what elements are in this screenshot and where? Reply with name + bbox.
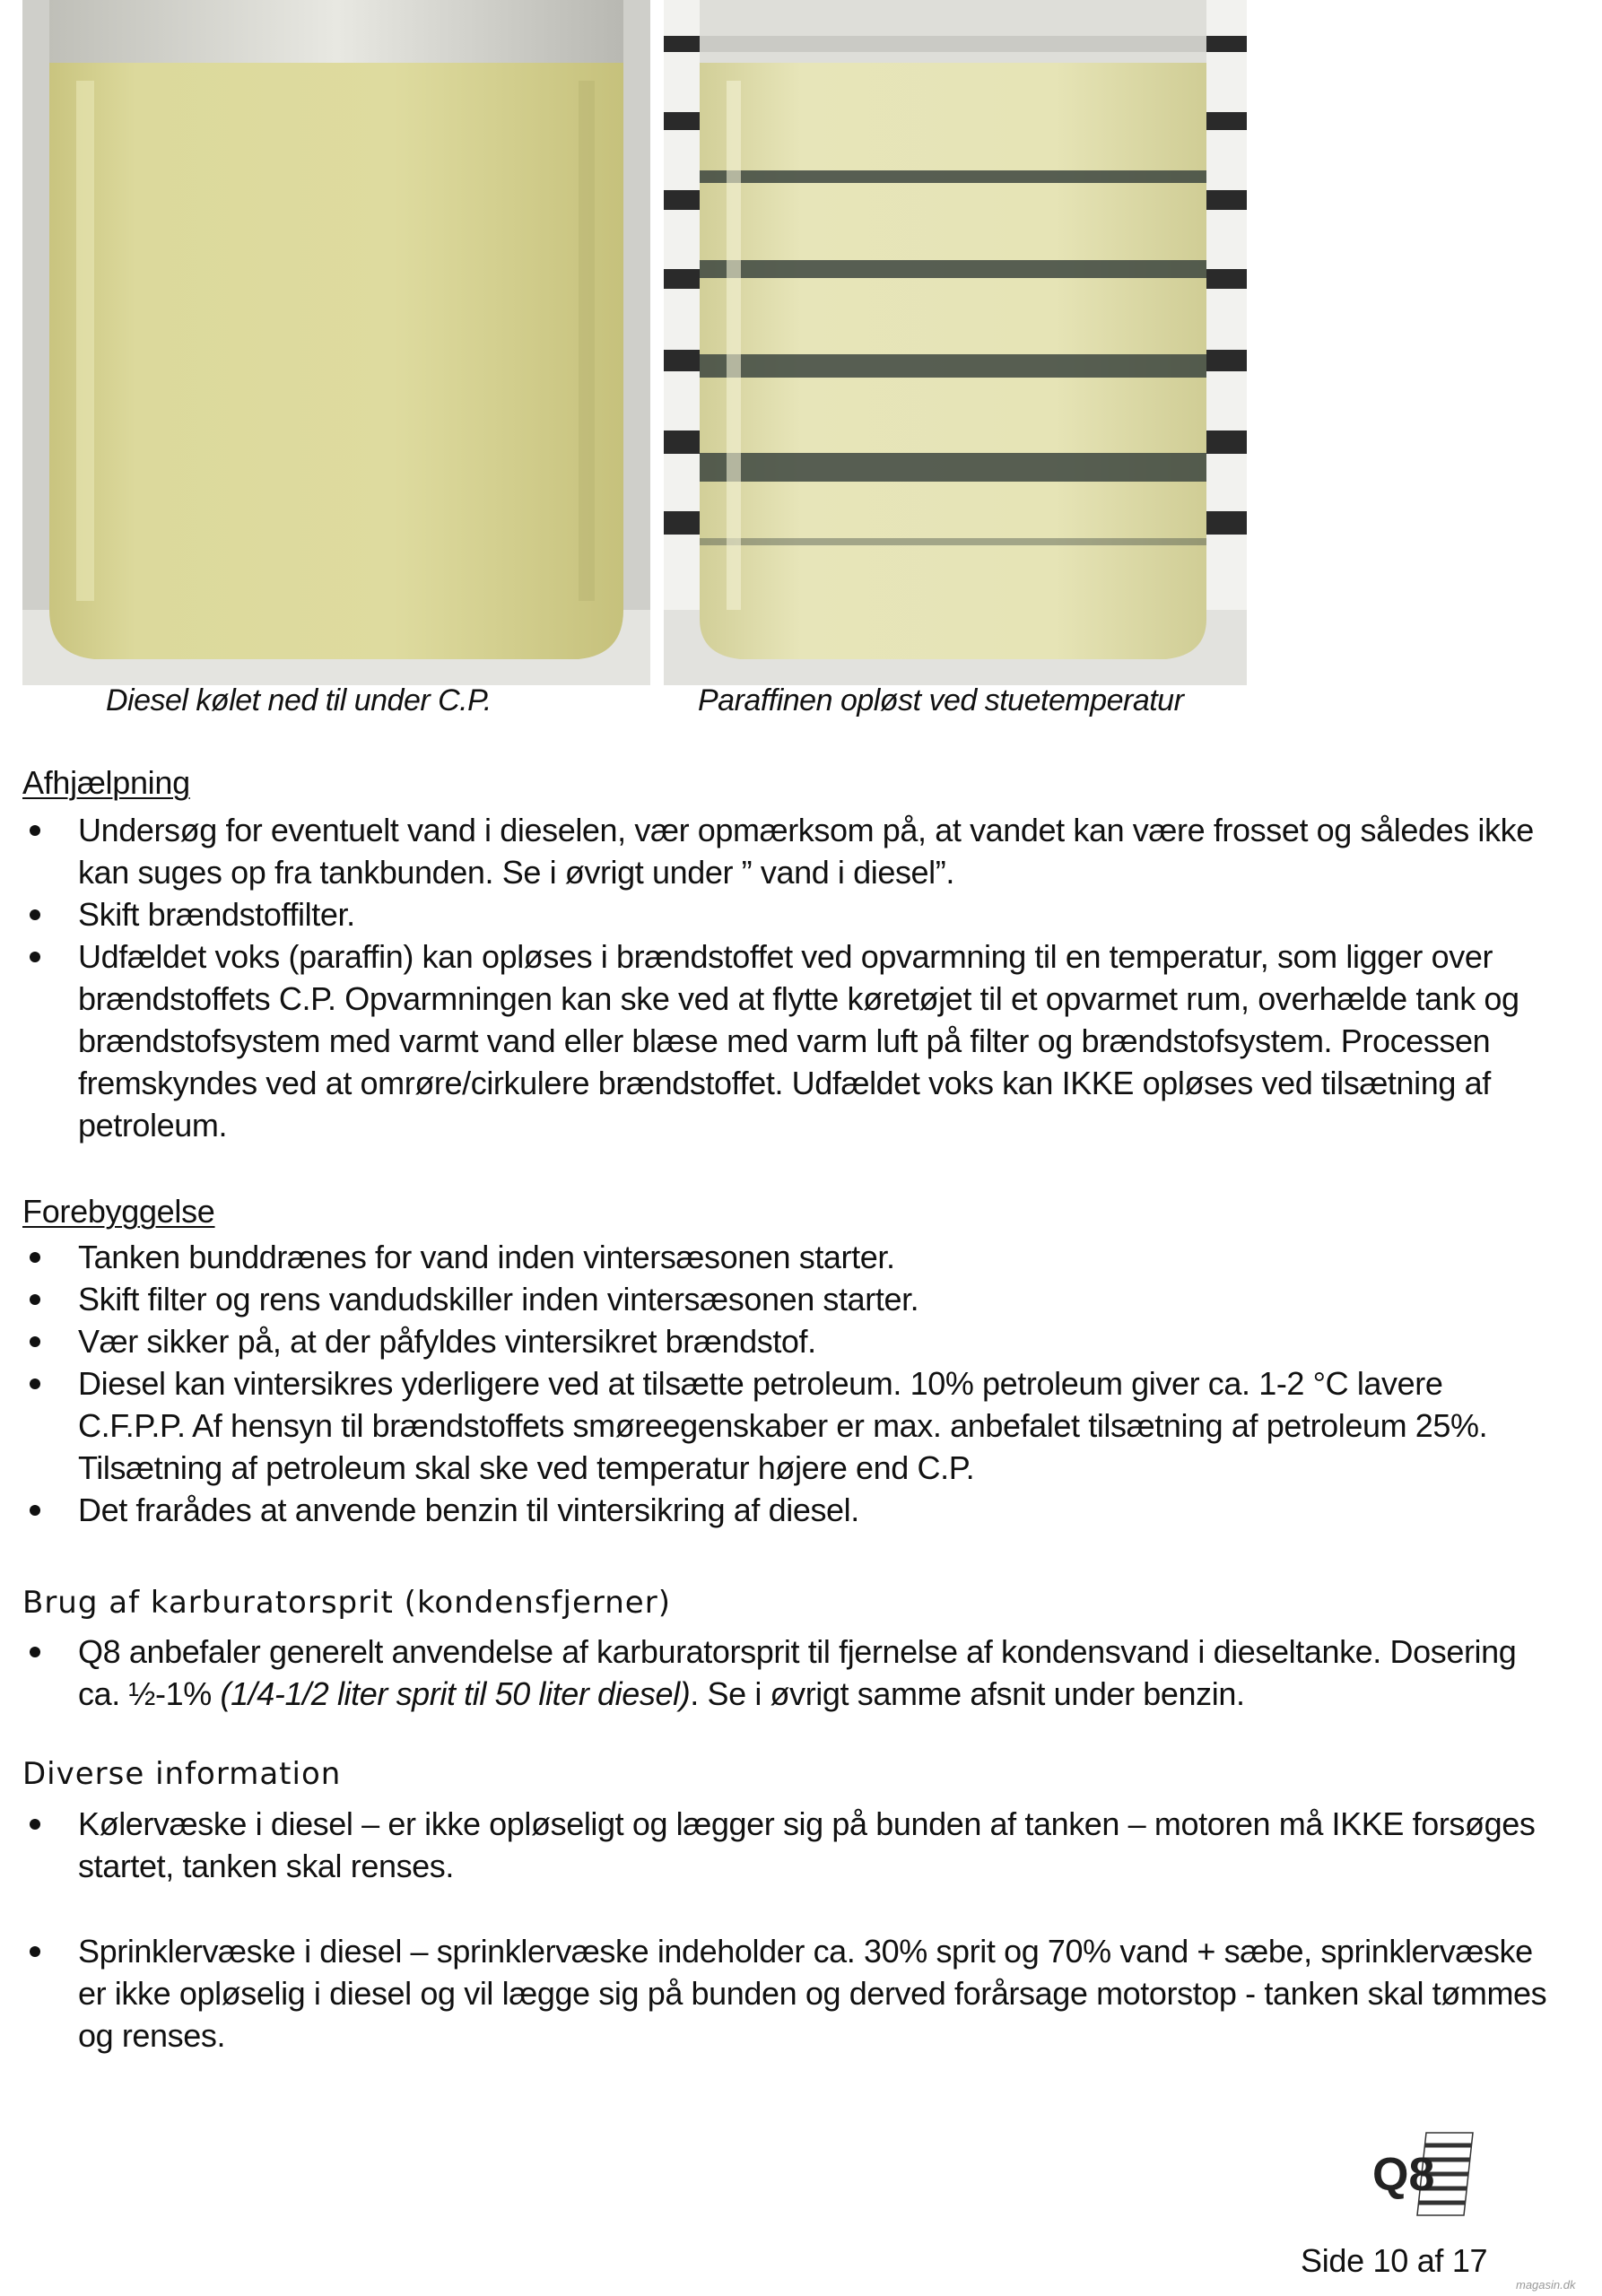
list-item: Vær sikker på, at der påfyldes vintersikret brændstof.	[22, 1320, 1547, 1362]
photo-cloudy-diesel	[22, 0, 650, 685]
list-item: Tanken bunddrænes for vand inden vintersæsonen starter.	[22, 1236, 1547, 1278]
q8-logo-text: Q8	[1372, 2149, 1435, 2201]
list-item: Diesel kan vintersikres yderligere ved at tilsætte petroleum. 10% petroleum giver ca. 1-2 °C lavere C.F.P.P. Af hensyn til brændstoffets smøreegenskaber er max. anbefalet tilsætning af petroleum 25%. Tilsætning af petroleum skal ske ved temperatur højere end C.P.	[22, 1362, 1547, 1489]
list-item: Sprinklervæske i diesel – sprinklervæske indeholder ca. 30% sprit og 70% vand + sæbe, sprinklervæske er ikke opløselig i diesel og vil lægge sig på bunden og derved forårsage motorstop - tanken skal tømmes og renses.	[22, 1930, 1547, 2057]
list-item: Det frarådes at anvende benzin til vintersikring af diesel.	[22, 1489, 1547, 1531]
page-number: Side 10 af 17	[1301, 2242, 1488, 2279]
list-item	[22, 1631, 1547, 1715]
list-item: Skift brændstoffilter.	[22, 893, 1547, 935]
heading-afhjaelpning: Afhjælpning	[22, 764, 190, 801]
karburatorsprit-dosage-italic: (1/4-1/2 liter sprit til 50 liter diesel)	[220, 1675, 691, 1712]
photo-clear-diesel	[664, 0, 1247, 685]
list-item: Udfældet voks (paraffin) kan opløses i brændstoffet ved opvarmning til en temperatur, som ligger over brændstoffets C.P. Opvarmningen kan ske ved at flytte køretøjet til et opvarmet rum, overhælde tank og brændstofsystem med varmt vand eller blæse med varm luft på filter og brændstofsystem. Processen fremskyndes ved at omrøre/cirkulere brændstoffet. Udfældet voks kan IKKE opløses ved tilsætning af petroleum.	[22, 935, 1547, 1146]
heading-forebyggelse: Forebyggelse	[22, 1193, 215, 1230]
list-afhjaelpning	[22, 809, 1547, 1146]
q8-logo	[1363, 2126, 1480, 2224]
heading-diverse: Diverse information	[22, 1756, 342, 1792]
list-item: Undersøg for eventuelt vand i dieselen, vær opmærksom på, at vandet kan være frosset og således ikke kan suges op fra tankbunden. Se i øvrigt under ” vand i diesel”.	[22, 809, 1547, 893]
list-item: Skift filter og rens vandudskiller inden vintersæsonen starter.	[22, 1278, 1547, 1320]
list-forebyggelse	[22, 1236, 1547, 1531]
list-diverse	[22, 1803, 1547, 2057]
watermark: magasin.dk	[1516, 2278, 1576, 2292]
list-karburatorsprit	[22, 1631, 1547, 1715]
clear-diesel-image	[664, 0, 1247, 685]
heading-karburatorsprit: Brug af karburatorsprit (kondensfjerner)	[22, 1585, 671, 1621]
caption-clear-diesel: Paraffinen opløst ved stuetemperatur	[698, 683, 1184, 718]
list-item: Kølervæske i diesel – er ikke opløseligt og lægger sig på bunden af tanken – motoren må IKKE forsøges startet, tanken skal renses.	[22, 1803, 1547, 1887]
caption-cloudy-diesel: Diesel kølet ned til under C.P.	[106, 683, 492, 718]
karburatorsprit-text-2: . Se i øvrigt samme afsnit under benzin.	[690, 1675, 1245, 1712]
karburatorsprit-text-1: Q8 anbefaler generelt anvendelse af karburatorsprit til fjernelse af kondensvand i dieseltanke. Dosering ca. ½-1%	[78, 1633, 1517, 1712]
cloudy-diesel-image	[22, 0, 650, 685]
